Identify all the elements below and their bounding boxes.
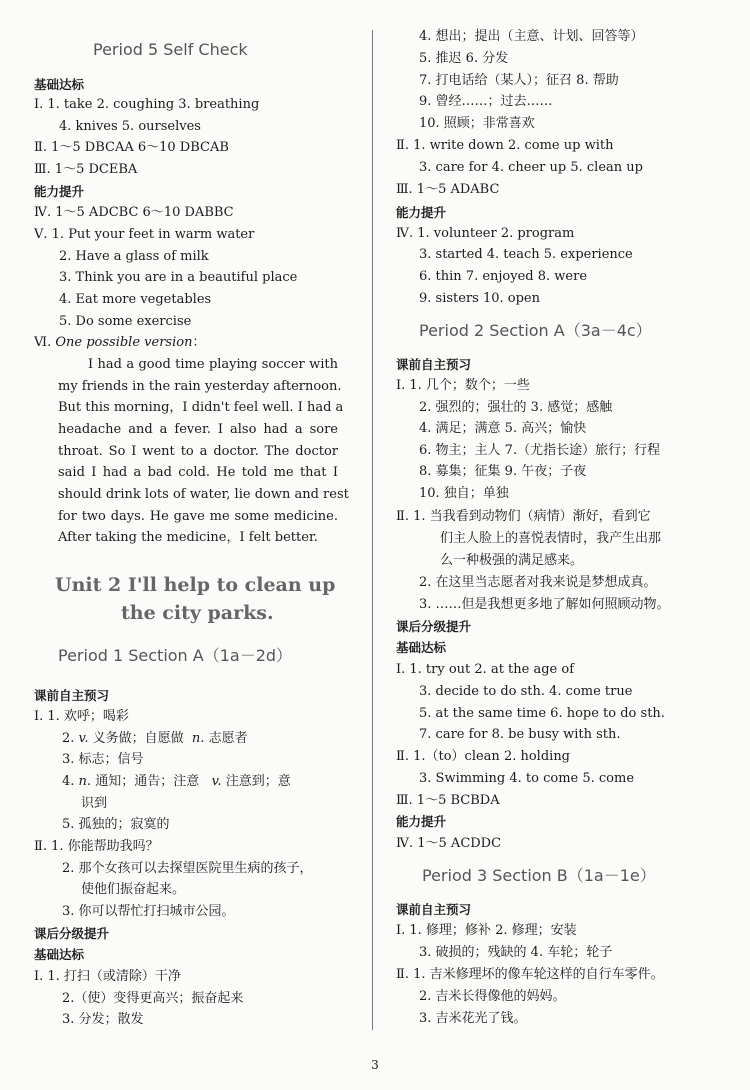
section-heading: 能力提升 [396, 205, 447, 220]
answer-line: 2. 那个女孩可以去探望医院里生病的孩子， [62, 861, 313, 876]
answer-line: 识到 [81, 796, 108, 811]
unit-title: Unit 2 I'll help to clean up [55, 574, 336, 596]
answer-line: 3. 标志；信号 [62, 752, 144, 767]
answer-line: 4. 满足；满意 5. 高兴；愉快 [419, 421, 587, 436]
answer-line: Ⅰ. 1. 打扫（或清除）干净 [34, 969, 181, 984]
definition: 志愿者 [208, 731, 248, 746]
answer-line: 么一种极强的满足感来。 [440, 553, 584, 568]
answer-line: 2. Have a glass of milk [59, 249, 209, 264]
answer-line: Ⅱ. 1. 当我看到动物们（病情）渐好，看到它 [396, 509, 651, 524]
answer-line: 2. 强烈的；强壮的 3. 感觉；感触 [419, 400, 613, 415]
answer-line: 3. care for 4. cheer up 5. clean up [419, 160, 643, 175]
answer-line: Ⅱ. 1. 吉米修理坏的像车轮这样的自行车零件。 [396, 967, 664, 982]
answer-line: Ⅱ. 1.（to）clean 2. holding [396, 749, 571, 764]
period2-heading: Period 2 Section A（3a－4c） [419, 321, 652, 340]
answer-line: 5. 孤独的；寂寞的 [62, 817, 170, 832]
answer-line: 3. ……但是我想更多地了解如何照顾动物。 [419, 597, 670, 612]
answer-line: 4. Eat more vegetables [59, 292, 212, 307]
answer-line: 4. knives 5. ourselves [59, 119, 201, 134]
essay-line: should drink lots of water, lie down and rest [58, 487, 349, 502]
item-number: Ⅵ. [34, 335, 52, 350]
section-heading: 能力提升 [396, 814, 447, 829]
answer-line: 3. decide to do sth. 4. come true [419, 684, 633, 699]
answer-line: 3. 吉米花光了钱。 [419, 1011, 527, 1026]
colon: ： [192, 335, 206, 350]
answer-line: 7. care for 8. be busy with sth. [419, 727, 621, 742]
essay-line: headache and a fever. I also had a sore [58, 422, 338, 437]
version-label: One possible version [55, 335, 193, 350]
answer-line: Ⅰ. 1. take 2. coughing 3. breathing [34, 97, 260, 112]
section-heading: 课后分级提升 [34, 926, 110, 941]
answer-line: 使他们振奋起来。 [81, 882, 186, 897]
section-heading: 课后分级提升 [396, 619, 472, 634]
answer-line: 3. Swimming 4. to come 5. come [419, 771, 635, 786]
pos-label: n. [191, 731, 205, 746]
answer-line: Ⅲ. 1～5 ADABC [396, 182, 500, 197]
page-number: 3 [371, 1058, 379, 1072]
answer-line: 3. 你可以帮忙打扫城市公园。 [62, 904, 235, 919]
essay-line: my friends in the rain yesterday afternoon. [58, 379, 342, 394]
pos-label: n. [78, 774, 92, 789]
answer-line: 10. 照顾；非常喜欢 [419, 116, 535, 131]
answer-line: 3. 分发；散发 [62, 1012, 144, 1027]
answer-line: 们主人脸上的喜悦表情时，我产生出那 [440, 531, 662, 546]
answer-line: Ⅱ. 1. 你能帮助我吗？ [34, 839, 159, 854]
answer-line: 5. Do some exercise [59, 314, 192, 329]
answer-line: 4. 想出；提出（主意、计划、回答等） [419, 29, 644, 44]
answer-line: Ⅳ. 1. volunteer 2. program [396, 226, 575, 241]
essay-line: After taking the medicine，I felt better. [58, 530, 318, 545]
answer-line [62, 773, 291, 791]
section-heading: 课前自主预习 [396, 357, 472, 372]
answer-line: 2. 吉米长得像他的妈妈。 [419, 989, 566, 1004]
answer-line: Ⅳ. 1～5 ADCBC 6～10 DABBC [34, 205, 234, 220]
answer-line [62, 730, 248, 748]
essay-line: I had a good time playing soccer with [88, 357, 338, 372]
answer-line: 3. Think you are in a beautiful place [59, 270, 298, 285]
answer-line: 10. 独自；单独 [419, 486, 509, 501]
answer-line [34, 334, 205, 352]
essay-line: throat. So I went to a doctor. The doctor [58, 444, 338, 459]
pos-label: v. [78, 731, 89, 746]
answer-line: 5. at the same time 6. hope to do sth. [419, 706, 665, 721]
definition: 通知；通告；注意 [95, 774, 200, 789]
answer-line: Ⅲ. 1～5 DCEBA [34, 162, 138, 177]
period1-heading: Period 1 Section A（1a－2d） [58, 646, 293, 665]
section-heading: 课前自主预习 [396, 902, 472, 917]
answer-line: 3. 破损的；残缺的 4. 车轮；轮子 [419, 945, 613, 960]
answer-line: 6. 物主；主人 7.（尤指长途）旅行；行程 [419, 443, 661, 458]
answer-line: Ⅱ. 1～5 DBCAA 6～10 DBCAB [34, 140, 229, 155]
answer-line: 6. thin 7. enjoyed 8. were [419, 269, 588, 284]
unit-title: the city parks. [121, 602, 274, 624]
answer-line: 2. 在这里当志愿者对我来说是梦想成真。 [419, 575, 657, 590]
section-heading: 基础达标 [34, 947, 85, 962]
answer-line: 3. started 4. teach 5. experience [419, 247, 633, 262]
period3-heading: Period 3 Section B（1a－1e） [422, 866, 656, 885]
answer-line: Ⅳ. 1～5 ACDDC [396, 836, 502, 851]
section-heading: 能力提升 [34, 184, 85, 199]
essay-line: for two days. He gave me some medicine. [58, 509, 338, 524]
column-divider [372, 30, 373, 1030]
section-heading: 基础达标 [34, 77, 85, 92]
section-heading: 课前自主预习 [34, 688, 110, 703]
section-heading: 基础达标 [396, 640, 447, 655]
answer-line: Ⅰ. 1. 几个；数个；一些 [396, 378, 530, 393]
item-number: 4. [62, 774, 75, 789]
essay-line: said I had a bad cold. He told me that I [58, 465, 338, 480]
answer-line: 9. 曾经……；过去…… [419, 94, 553, 109]
answer-line: Ⅱ. 1. write down 2. come up with [396, 138, 614, 153]
definition: 义务做；自愿做 [92, 731, 184, 746]
item-number: 2. [62, 731, 75, 746]
definition: 注意到；意 [225, 774, 291, 789]
pos-label: v. [211, 774, 222, 789]
answer-line: Ⅰ. 1. try out 2. at the age of [396, 662, 575, 677]
answer-line: 2.（使）变得更高兴；振奋起来 [62, 991, 244, 1006]
answer-line: Ⅰ. 1. 修理；修补 2. 修理；安装 [396, 923, 577, 938]
answer-line: Ⅴ. 1. Put your feet in warm water [34, 227, 255, 242]
period5-heading: Period 5 Self Check [93, 40, 248, 59]
answer-line: 7. 打电话给（某人）；征召 8. 帮助 [419, 73, 619, 88]
answer-line: 9. sisters 10. open [419, 291, 540, 306]
answer-line: Ⅲ. 1～5 BCBDA [396, 793, 500, 808]
essay-line: But this morning，I didn't feel well. I had a [58, 400, 344, 415]
answer-line: 8. 募集；征集 9. 午夜；子夜 [419, 464, 587, 479]
answer-line: 5. 推迟 6. 分发 [419, 51, 509, 66]
answer-line: Ⅰ. 1. 欢呼；喝彩 [34, 709, 129, 724]
